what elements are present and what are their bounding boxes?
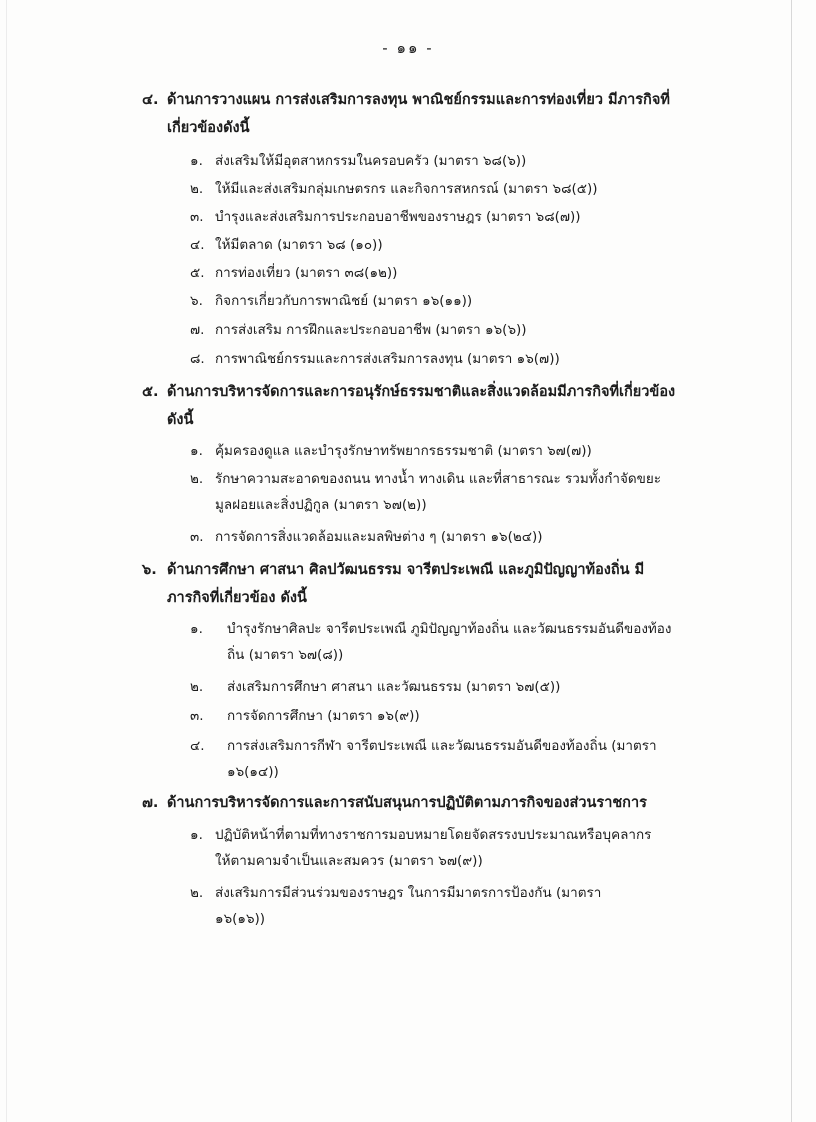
section-title: ด้านการวางแผน การส่งเสริมการลงทุน พาณิชย์กรรมและการท่องเที่ยว มีภารกิจที่เกี่ยวข้องดังนี้: [167, 92, 670, 136]
item-number: ๔.: [190, 738, 205, 754]
list-item: [190, 524, 690, 550]
list-item: [190, 674, 690, 700]
item-text: การจัดการสิ่งแวดล้อมและมลพิษต่าง ๆ (มาตรา ๑๖(๒๔)): [215, 529, 543, 545]
item-text: ส่งเสริมการศึกษา ศาสนา และวัฒนธรรม (มาตรา ๖๗(๕)): [227, 679, 561, 695]
item-text: การจัดการศึกษา (มาตรา ๑๖(๙)): [227, 708, 420, 724]
list-item: [190, 880, 650, 932]
item-number: ๒.: [190, 679, 204, 695]
list-item: [190, 288, 690, 314]
item-text: ปฏิบัติหน้าที่ตามที่ทางราชการมอบหมายโดยจัดสรรงบประมาณหรือบุคลากรให้ตามคามจำเป็นและสมควร (มาตรา ๖๗(๙)): [215, 827, 652, 869]
item-text: ส่งเสริมการมีส่วนร่วมของราษฎร ในการมีมาตรการป้องกัน (มาตรา ๑๖(๑๖)): [215, 885, 602, 927]
item-number: ๘.: [190, 351, 205, 367]
list-item: [190, 204, 690, 230]
item-number: ๓.: [190, 209, 204, 225]
item-number: ๗.: [190, 322, 205, 338]
item-text: ให้มีและส่งเสริมกลุ่มเกษตรกร และกิจการสหกรณ์ (มาตรา ๖๘(๕)): [215, 181, 598, 197]
item-number: ๕.: [190, 265, 205, 281]
item-text: ส่งเสริมให้มีอุตสาหกรรมในครอบครัว (มาตรา ๖๘(๖)): [215, 153, 527, 169]
list-item: [190, 148, 690, 174]
item-number: ๑.: [190, 621, 203, 637]
section-title: ด้านการศึกษา ศาสนา ศิลปวัฒนธรรม จารีตประเพณี และภูมิปัญญาท้องถิ่น มีภารกิจที่เกี่ยวข้อง ดังนี้: [167, 562, 645, 606]
item-text: การส่งเสริมการกีฬา จารีตประเพณี และวัฒนธรรมอันดีของท้องถิ่น (มาตรา ๑๖(๑๔)): [227, 738, 657, 780]
section-number: ๗.: [142, 795, 159, 811]
item-text: การท่องเที่ยว (มาตรา ๓๘(๑๒)): [215, 265, 398, 281]
item-text: กิจการเกี่ยวกับการพาณิชย์ (มาตรา ๑๖(๑๑)): [215, 293, 473, 309]
section-heading: [142, 86, 682, 142]
item-number: ๑.: [190, 443, 203, 459]
item-number: ๒.: [190, 181, 204, 197]
item-text: คุ้มครองดูแล และบำรุงรักษาทรัพยากรธรรมชาติ (มาตรา ๖๗(๗)): [215, 443, 592, 459]
item-number: ๔.: [190, 237, 205, 253]
item-number: ๑.: [190, 153, 203, 169]
list-item: [190, 176, 690, 202]
section-heading: [142, 556, 682, 612]
page-edge-right: [791, 0, 792, 1122]
item-text: รักษาความสะอาดของถนน ทางน้ำ ทางเดิน และที่สาธารณะ รวมทั้งกำจัดขยะมูลฝอยและสิ่งปฏิกูล (มาตรา ๖๗(๒)): [215, 471, 662, 513]
item-number: ๓.: [190, 708, 204, 724]
list-item: [190, 703, 690, 729]
section-heading: [142, 789, 702, 817]
page-edge-left: [6, 0, 7, 1122]
item-text: ให้มีตลาด (มาตรา ๖๘ (๑๐)): [215, 237, 383, 253]
list-item: [190, 346, 690, 372]
list-item: [190, 466, 670, 518]
page-number: - ๑๑ -: [382, 39, 434, 57]
item-text: บำรุงและส่งเสริมการประกอบอาชีพของราษฎร (มาตรา ๖๘(๗)): [215, 209, 581, 225]
item-number: ๒.: [190, 471, 204, 487]
list-item: [190, 438, 690, 464]
list-item: [190, 232, 690, 258]
section-number: ๔.: [142, 92, 159, 108]
list-item: [190, 317, 690, 343]
list-item: [190, 822, 660, 874]
section-title: ด้านการบริหารจัดการและการสนับสนุนการปฏิบัติตามภารกิจของส่วนราชการ: [167, 795, 647, 811]
item-number: ๑.: [190, 827, 203, 843]
list-item: [190, 260, 690, 286]
section-number: ๖.: [142, 562, 157, 578]
item-number: ๖.: [190, 293, 203, 309]
section-title: ด้านการบริหารจัดการและการอนุรักษ์ธรรมชาติและสิ่งแวดล้อมมีภารกิจที่เกี่ยวข้องดังนี้: [167, 384, 676, 428]
list-item: [190, 616, 680, 668]
list-item: [190, 733, 680, 785]
item-number: ๒.: [190, 885, 204, 901]
section-number: ๕.: [142, 384, 159, 400]
item-text: การส่งเสริม การฝึกและประกอบอาชีพ (มาตรา ๑๖(๖)): [215, 322, 527, 338]
section-heading: [142, 378, 682, 434]
item-number: ๓.: [190, 529, 204, 545]
item-text: การพาณิชย์กรรมและการส่งเสริมการลงทุน (มาตรา ๑๖(๗)): [215, 351, 560, 367]
item-text: บำรุงรักษาศิลปะ จารีตประเพณี ภูมิปัญญาท้องถิ่น และวัฒนธรรมอันดีของท้องถิ่น (มาตรา ๖๗(๘)): [227, 621, 672, 663]
